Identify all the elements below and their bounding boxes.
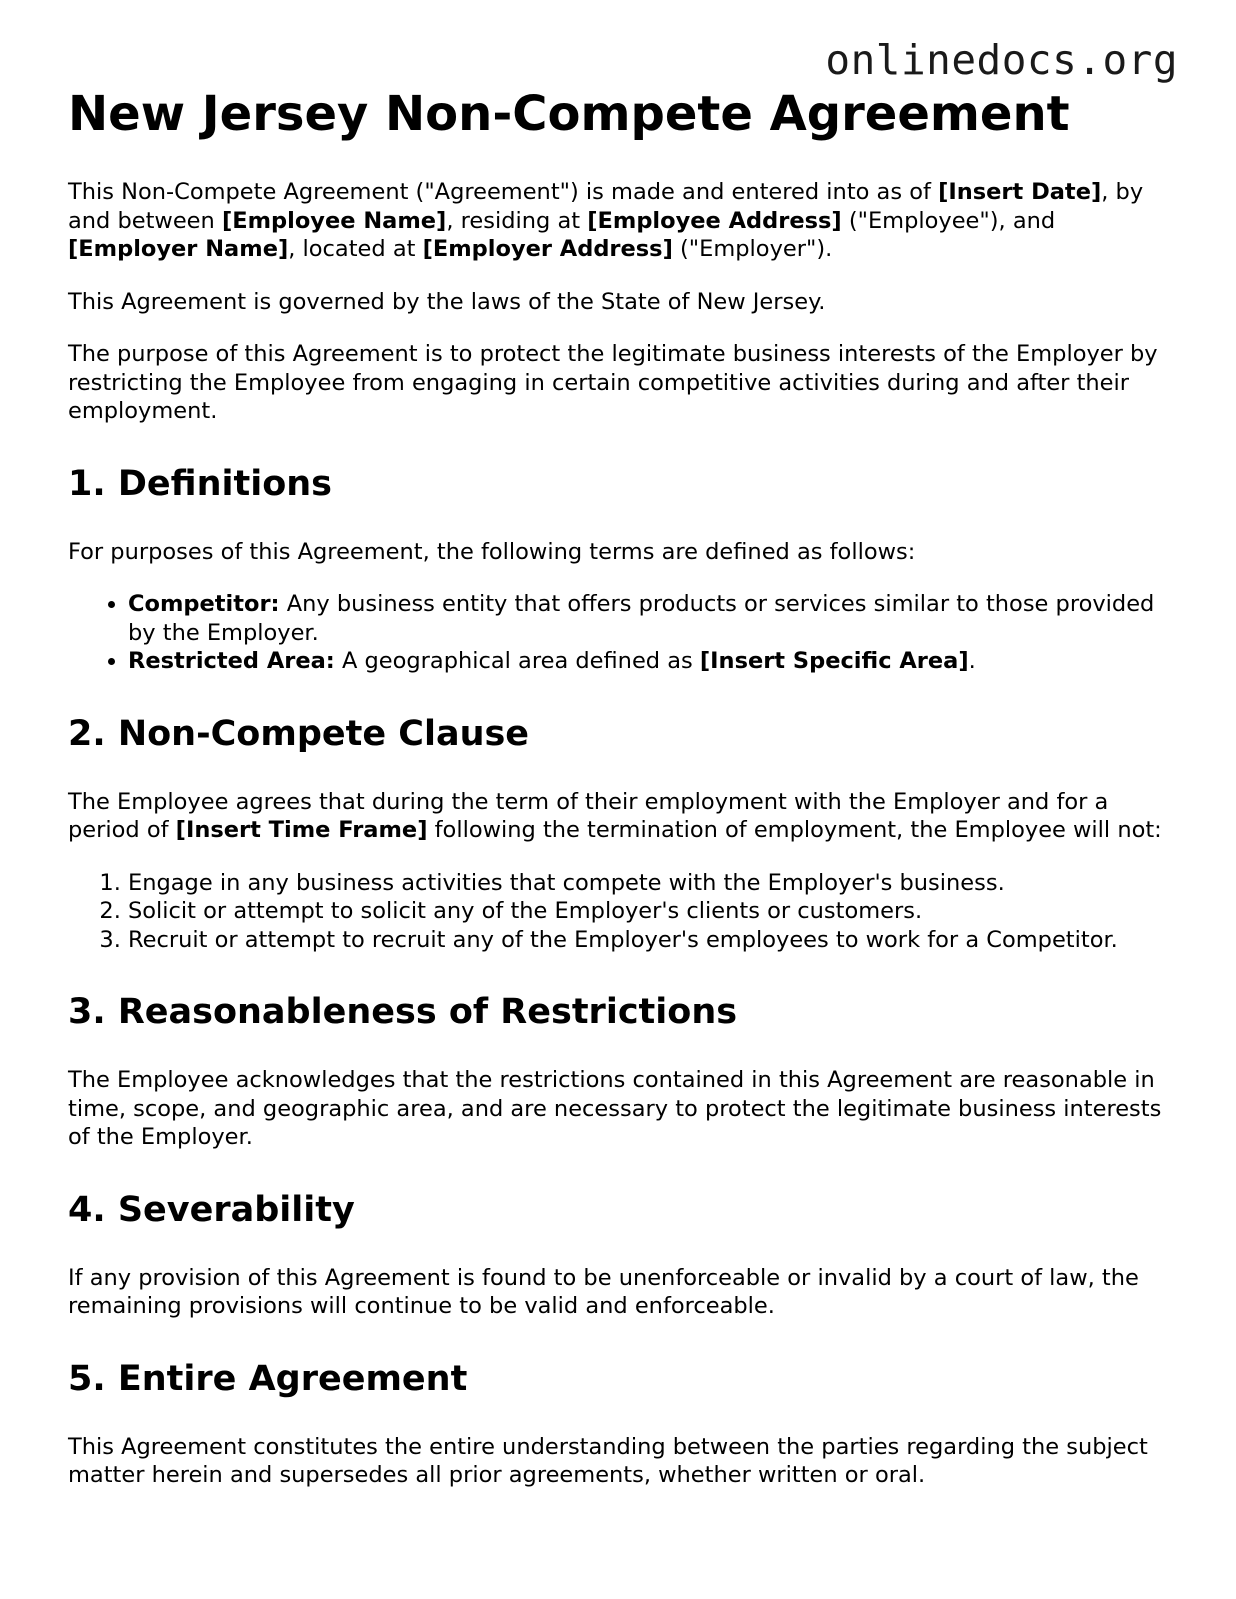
governing-law-paragraph: This Agreement is governed by the laws of the State of New Jersey. (68, 288, 826, 315)
section-heading-severability: 4. Severability (68, 1189, 355, 1230)
date-placeholder: [Insert Date] (938, 179, 1102, 205)
section-heading-non-compete: 2. Non-Compete Clause (68, 713, 530, 754)
employee-name-placeholder: [Employee Name] (221, 207, 447, 234)
intro-text: ("Employer"). (672, 236, 833, 262)
non-compete-text: The Employee agrees that during the term of their employment with the Employer and for a period of (68, 788, 1109, 843)
purpose-paragraph: The purpose of this Agreement is to protect the legitimate business interests of the Employer by restricting the Employee from engaging in certain competitive activities during and after their employment. (68, 341, 1158, 424)
list-item: 2. Solicit or attempt to solicit any of the Employer's clients or customers. (128, 897, 1178, 926)
specific-area-placeholder: [Insert Specific Area] (699, 648, 969, 674)
non-compete-list (68, 869, 1178, 955)
watermark: onlinedocs.org (825, 36, 1178, 84)
intro-text: , residing at (446, 207, 588, 234)
intro-paragraph (68, 178, 1178, 264)
severability-paragraph: If any provision of this Agreement is found to be unenforceable or invalid by a court of law, the remaining provisions will continue to be valid and enforceable. (68, 1264, 1139, 1319)
list-item: 3. Recruit or attempt to recruit any of the Employer's employees to work for a Competitor. (128, 926, 1178, 955)
definitions-list (68, 590, 1178, 676)
definition-text: Any business entity that offers products or services similar to those provided by the Employer. (128, 591, 1155, 646)
entire-agreement-paragraph: This Agreement constitutes the entire understanding between the parties regarding the subject matter herein and supersedes all prior agreements, whether written or oral. (68, 1433, 1148, 1488)
section-heading-entire-agreement: 5. Entire Agreement (68, 1358, 468, 1399)
section-heading-definitions: 1. Definitions (68, 463, 333, 504)
employer-address-placeholder: [Employer Address] (422, 236, 673, 262)
definitions-intro: For purposes of this Agreement, the following terms are defined as follows: (68, 538, 916, 565)
time-frame-placeholder: [Insert Time Frame] (175, 817, 428, 843)
intro-text: , located at (288, 236, 423, 262)
intro-text: This Non-Compete Agreement ("Agreement") is made and entered into as of (68, 179, 939, 205)
section-heading-reasonableness: 3. Reasonableness of Restrictions (68, 992, 738, 1032)
definition-text: A geographical area defined as (334, 648, 700, 674)
intro-text: , by and between (68, 179, 1144, 234)
term-restricted-area: Restricted Area: (128, 648, 335, 674)
definition-text: . (968, 648, 976, 674)
non-compete-paragraph (68, 788, 1178, 845)
non-compete-text: following the termination of employment, the Employee will not: (427, 817, 1162, 843)
document-title: New Jersey Non-Compete Agreement (68, 86, 1070, 142)
employer-name-placeholder: [Employer Name] (68, 236, 289, 262)
term-competitor: Competitor: (128, 591, 280, 617)
reasonableness-paragraph: The Employee acknowledges that the restrictions contained in this Agreement are reasonable in time, scope, and geographic area, and are necessary to protect the legitimate business interests of the Employer. (68, 1067, 1162, 1150)
list-item (128, 647, 1178, 676)
list-item (128, 590, 1178, 647)
intro-text: ("Employee"), and (841, 207, 1056, 234)
list-item: 1. Engage in any business activities that compete with the Employer's business. (128, 869, 1178, 898)
document-page (68, 86, 1178, 1514)
employee-address-placeholder: [Employee Address] (587, 207, 842, 234)
